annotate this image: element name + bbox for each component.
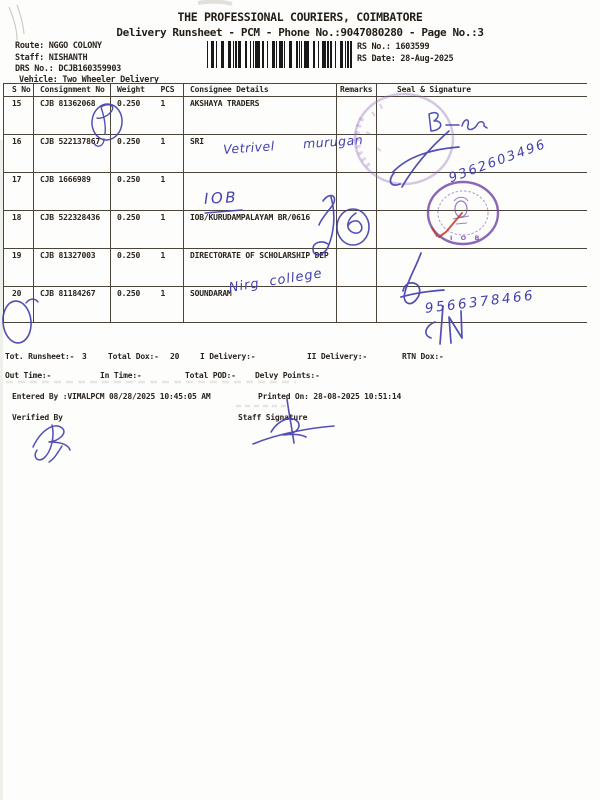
consignment-table (3, 83, 587, 323)
cell-seal (377, 249, 587, 287)
cell-pcs: 1 (151, 249, 184, 287)
route-line: Route: NGGO COLONY (15, 41, 102, 51)
col-header-pcs: PCS (151, 84, 184, 97)
table-row (4, 173, 587, 211)
ii-delivery-label: II Delivery:- (307, 352, 368, 361)
rtn-dox-label: RTN Dox:- (402, 352, 444, 361)
cell-seal (377, 173, 587, 211)
drs-number-line: DRS No.: DCJB160359903 (15, 64, 121, 74)
handwritten-phone-row19: 9566378466 (424, 287, 537, 317)
handwritten-phone-row16: 9362603496 (447, 136, 549, 187)
col-header-consignee: Consignee Details (184, 84, 337, 97)
cell-weight: 0.250 (111, 287, 151, 323)
cell-weight: 0.250 (111, 211, 151, 249)
total-pod-label: Total POD:- (185, 371, 236, 380)
tot-runsheet-value: 3 (82, 352, 87, 361)
cell-pcs: 1 (151, 287, 184, 323)
cell-consignment: CJB 81362068 (34, 97, 111, 135)
handwritten-consignee-row19: Nirg college (227, 266, 324, 296)
document-subtitle: Delivery Runsheet - PCM - Phone No.:9047080280 - Page No.:3 (116, 26, 484, 39)
cell-pcs: 1 (151, 211, 184, 249)
handwritten-consignee-row17: IOB (203, 188, 239, 208)
rs-number-line: RS No.: 1603599 (357, 42, 430, 52)
cell-weight: 0.250 (111, 97, 151, 135)
staff-signature-label: Staff Signature (238, 413, 308, 422)
cell-consignment: CJB 81184267 (34, 287, 111, 323)
cell-sno: 17 (4, 173, 34, 211)
col-header-seal: Seal & Signature (377, 84, 587, 97)
tot-runsheet-label: Tot. Runsheet:- (5, 352, 75, 361)
staff-line: Staff: NISHANTH (15, 53, 88, 63)
col-header-sno: S No (4, 84, 34, 97)
cell-weight: 0.250 (111, 173, 151, 211)
entered-by-line: Entered By :VIMALPCM 08/28/2025 10:45:05 AM (12, 392, 211, 401)
cell-sno: 19 (4, 249, 34, 287)
col-header-weight: Weight (111, 84, 151, 97)
in-time-label: In Time:- (100, 371, 142, 380)
cell-sno: 16 (4, 135, 34, 173)
out-time-label: Out Time:- (5, 371, 52, 380)
cell-pcs: 1 (151, 97, 184, 135)
document-title: THE PROFESSIONAL COURIERS, COIMBATORE (177, 10, 423, 24)
table-row (4, 97, 587, 135)
printed-on-line: Printed On: 28-08-2025 10:51:14 (258, 392, 402, 401)
iob-stamp-label: I O B (450, 234, 483, 242)
cell-remarks (337, 287, 377, 323)
delvy-points-label: Delvy Points:- (255, 371, 320, 380)
scan-smudge (198, 2, 232, 4)
i-delivery-label: I Delivery:- (200, 352, 256, 361)
cell-remarks (337, 211, 377, 249)
cell-seal (377, 211, 587, 249)
cell-consignee: SRI (184, 135, 337, 173)
cell-pcs: 1 (151, 135, 184, 173)
cell-seal (377, 97, 587, 135)
cell-consignee: AKSHAYA TRADERS (184, 97, 337, 135)
cell-weight: 0.250 (111, 135, 151, 173)
cell-sno: 20 (4, 287, 34, 323)
cell-consignment: CJB 522328436 (34, 211, 111, 249)
rs-date-line: RS Date: 28-Aug-2025 (357, 54, 454, 64)
cell-consignment: CJB 522137867 (34, 135, 111, 173)
table-header-row (4, 84, 587, 97)
table-row (4, 211, 587, 249)
cell-sno: 18 (4, 211, 34, 249)
col-header-remarks: Remarks (337, 84, 377, 97)
cell-consignee: SOUNDARAM (184, 287, 337, 323)
cell-remarks (337, 173, 377, 211)
handwritten-consignee-row16: Vetrivel murugan (222, 132, 364, 157)
cell-consignee: DIRECTORATE OF SCHOLARSHIP DEP (184, 249, 337, 287)
total-dox-label: Total Dox:- (108, 352, 159, 361)
total-dox-value: 20 (170, 352, 180, 361)
cell-consignment: CJB 1666989 (34, 173, 111, 211)
cell-remarks (337, 249, 377, 287)
col-header-consignment: Consignment No (34, 84, 111, 97)
runsheet-barcode (207, 41, 352, 68)
cell-consignee: IOB/KURUDAMPALAYAM BR/0616 (184, 211, 337, 249)
cell-remarks (337, 97, 377, 135)
vehicle-line: Vehicle: Two Wheeler Delivery (19, 75, 159, 85)
verified-by-signature (33, 425, 70, 462)
cell-pcs: 1 (151, 173, 184, 211)
cell-weight: 0.250 (111, 249, 151, 287)
cell-consignment: CJB 81327003 (34, 249, 111, 287)
cell-sno: 15 (4, 97, 34, 135)
verified-by-label: Verified By (12, 413, 63, 422)
